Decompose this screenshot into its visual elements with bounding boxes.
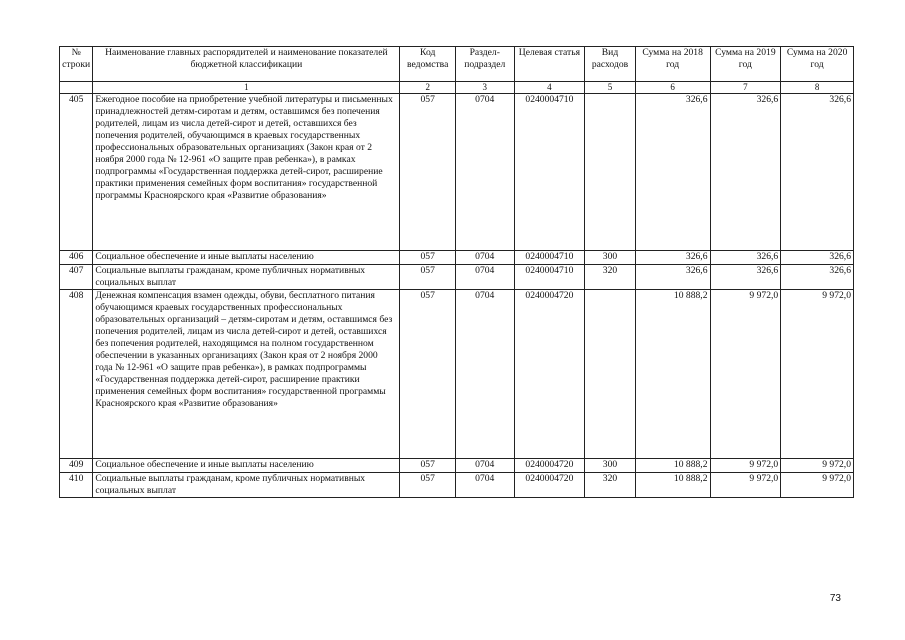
row-dept-code: 057 <box>400 290 456 459</box>
header-sum-2018: Сумма на 2018 год <box>635 47 710 82</box>
header-name: Наименование главных распорядителей и наименование показателей бюджетной классификации <box>93 47 400 82</box>
row-target: 0240004710 <box>514 265 585 290</box>
row-expense-type <box>585 94 636 251</box>
row-target: 0240004720 <box>514 473 585 498</box>
row-sum-2019: 326,6 <box>710 94 781 251</box>
column-number: 3 <box>455 82 514 94</box>
table-row <box>60 265 854 290</box>
header-sum-2019: Сумма на 2019 год <box>710 47 781 82</box>
row-number: 409 <box>60 459 93 473</box>
row-sum-2019: 9 972,0 <box>710 473 781 498</box>
row-expense-type: 320 <box>585 473 636 498</box>
column-number: 8 <box>781 82 854 94</box>
table-row <box>60 290 854 459</box>
row-number: 405 <box>60 94 93 251</box>
row-dept-code: 057 <box>400 94 456 251</box>
row-sum-2018: 326,6 <box>635 94 710 251</box>
row-dept-code: 057 <box>400 473 456 498</box>
row-name: Ежегодное пособие на приобретение учебной литературы и письменных принадлежностей детям-сиротам и детям, оставшимся без попечения родителей, лицам из числа детей-сирот и детей, оставшихся без попечения родителей, обучающимся в краевых государственных профессиональных образовательных организациях (Закон края от 2 ноября 2000 года № 12-961 «О защите прав ребенка»), в рамках подпрограммы «Государственная поддержка детей-сирот, расширение практики применения семейных форм воспитания» государственной программы Красноярского края «Развитие образования» <box>93 94 400 251</box>
row-number: 408 <box>60 290 93 459</box>
row-sum-2018: 10 888,2 <box>635 473 710 498</box>
row-sum-2020: 9 972,0 <box>781 459 854 473</box>
row-expense-type: 300 <box>585 251 636 265</box>
row-sum-2018: 326,6 <box>635 265 710 290</box>
column-number: 7 <box>710 82 781 94</box>
row-sum-2020: 326,6 <box>781 251 854 265</box>
column-number-row <box>60 82 854 94</box>
row-name: Денежная компенсация взамен одежды, обуви, бесплатного питания обучающимся краевых государственных профессиональных образовательных организаций – детям-сиротам и детям, оставшимся без попечения родителей, лицам из числа детей-сирот и детей, оставшихся без попечения родителей, находящимся на полном государственном обеспечении в указанных организациях (Закон края от 2 ноября 2000 года № 12-961 «О защите прав ребенка»), в рамках подпрограммы «Государственная поддержка детей-сирот, расширение практики применения семейных форм воспитания» государственной программы Красноярского края «Развитие образования» <box>93 290 400 459</box>
row-section: 0704 <box>455 265 514 290</box>
column-number <box>60 82 93 94</box>
header-target: Целевая статья <box>514 47 585 82</box>
row-dept-code: 057 <box>400 265 456 290</box>
row-name: Социальные выплаты гражданам, кроме публичных нормативных социальных выплат <box>93 265 400 290</box>
header-num: № строки <box>60 47 93 82</box>
column-number: 2 <box>400 82 456 94</box>
row-sum-2018: 10 888,2 <box>635 290 710 459</box>
table-header-row <box>60 47 854 82</box>
row-sum-2019: 9 972,0 <box>710 290 781 459</box>
row-sum-2019: 326,6 <box>710 251 781 265</box>
row-section: 0704 <box>455 251 514 265</box>
row-section: 0704 <box>455 459 514 473</box>
row-name: Социальное обеспечение и иные выплаты населению <box>93 459 400 473</box>
row-section: 0704 <box>455 473 514 498</box>
row-section: 0704 <box>455 290 514 459</box>
row-sum-2020: 9 972,0 <box>781 290 854 459</box>
header-expense: Вид расходов <box>585 47 636 82</box>
row-number: 406 <box>60 251 93 265</box>
row-expense-type: 300 <box>585 459 636 473</box>
row-expense-type: 320 <box>585 265 636 290</box>
row-expense-type <box>585 290 636 459</box>
row-sum-2020: 9 972,0 <box>781 473 854 498</box>
row-target: 0240004710 <box>514 94 585 251</box>
row-sum-2018: 10 888,2 <box>635 459 710 473</box>
row-name: Социальное обеспечение и иные выплаты населению <box>93 251 400 265</box>
column-number: 5 <box>585 82 636 94</box>
table-row <box>60 94 854 251</box>
header-section: Раздел-подраздел <box>455 47 514 82</box>
row-target: 0240004720 <box>514 459 585 473</box>
row-dept-code: 057 <box>400 459 456 473</box>
row-sum-2019: 326,6 <box>710 265 781 290</box>
header-sum-2020: Сумма на 2020 год <box>781 47 854 82</box>
row-sum-2020: 326,6 <box>781 94 854 251</box>
row-sum-2019: 9 972,0 <box>710 459 781 473</box>
column-number: 1 <box>93 82 400 94</box>
row-name: Социальные выплаты гражданам, кроме публичных нормативных социальных выплат <box>93 473 400 498</box>
row-target: 0240004710 <box>514 251 585 265</box>
row-target: 0240004720 <box>514 290 585 459</box>
table-row <box>60 473 854 498</box>
budget-table <box>59 46 854 498</box>
row-sum-2018: 326,6 <box>635 251 710 265</box>
row-section: 0704 <box>455 94 514 251</box>
table-row <box>60 251 854 265</box>
page-number: 73 <box>829 593 841 604</box>
column-number: 6 <box>635 82 710 94</box>
table-row <box>60 459 854 473</box>
row-sum-2020: 326,6 <box>781 265 854 290</box>
row-dept-code: 057 <box>400 251 456 265</box>
row-number: 407 <box>60 265 93 290</box>
column-number: 4 <box>514 82 585 94</box>
header-dept: Код ведомства <box>400 47 456 82</box>
row-number: 410 <box>60 473 93 498</box>
